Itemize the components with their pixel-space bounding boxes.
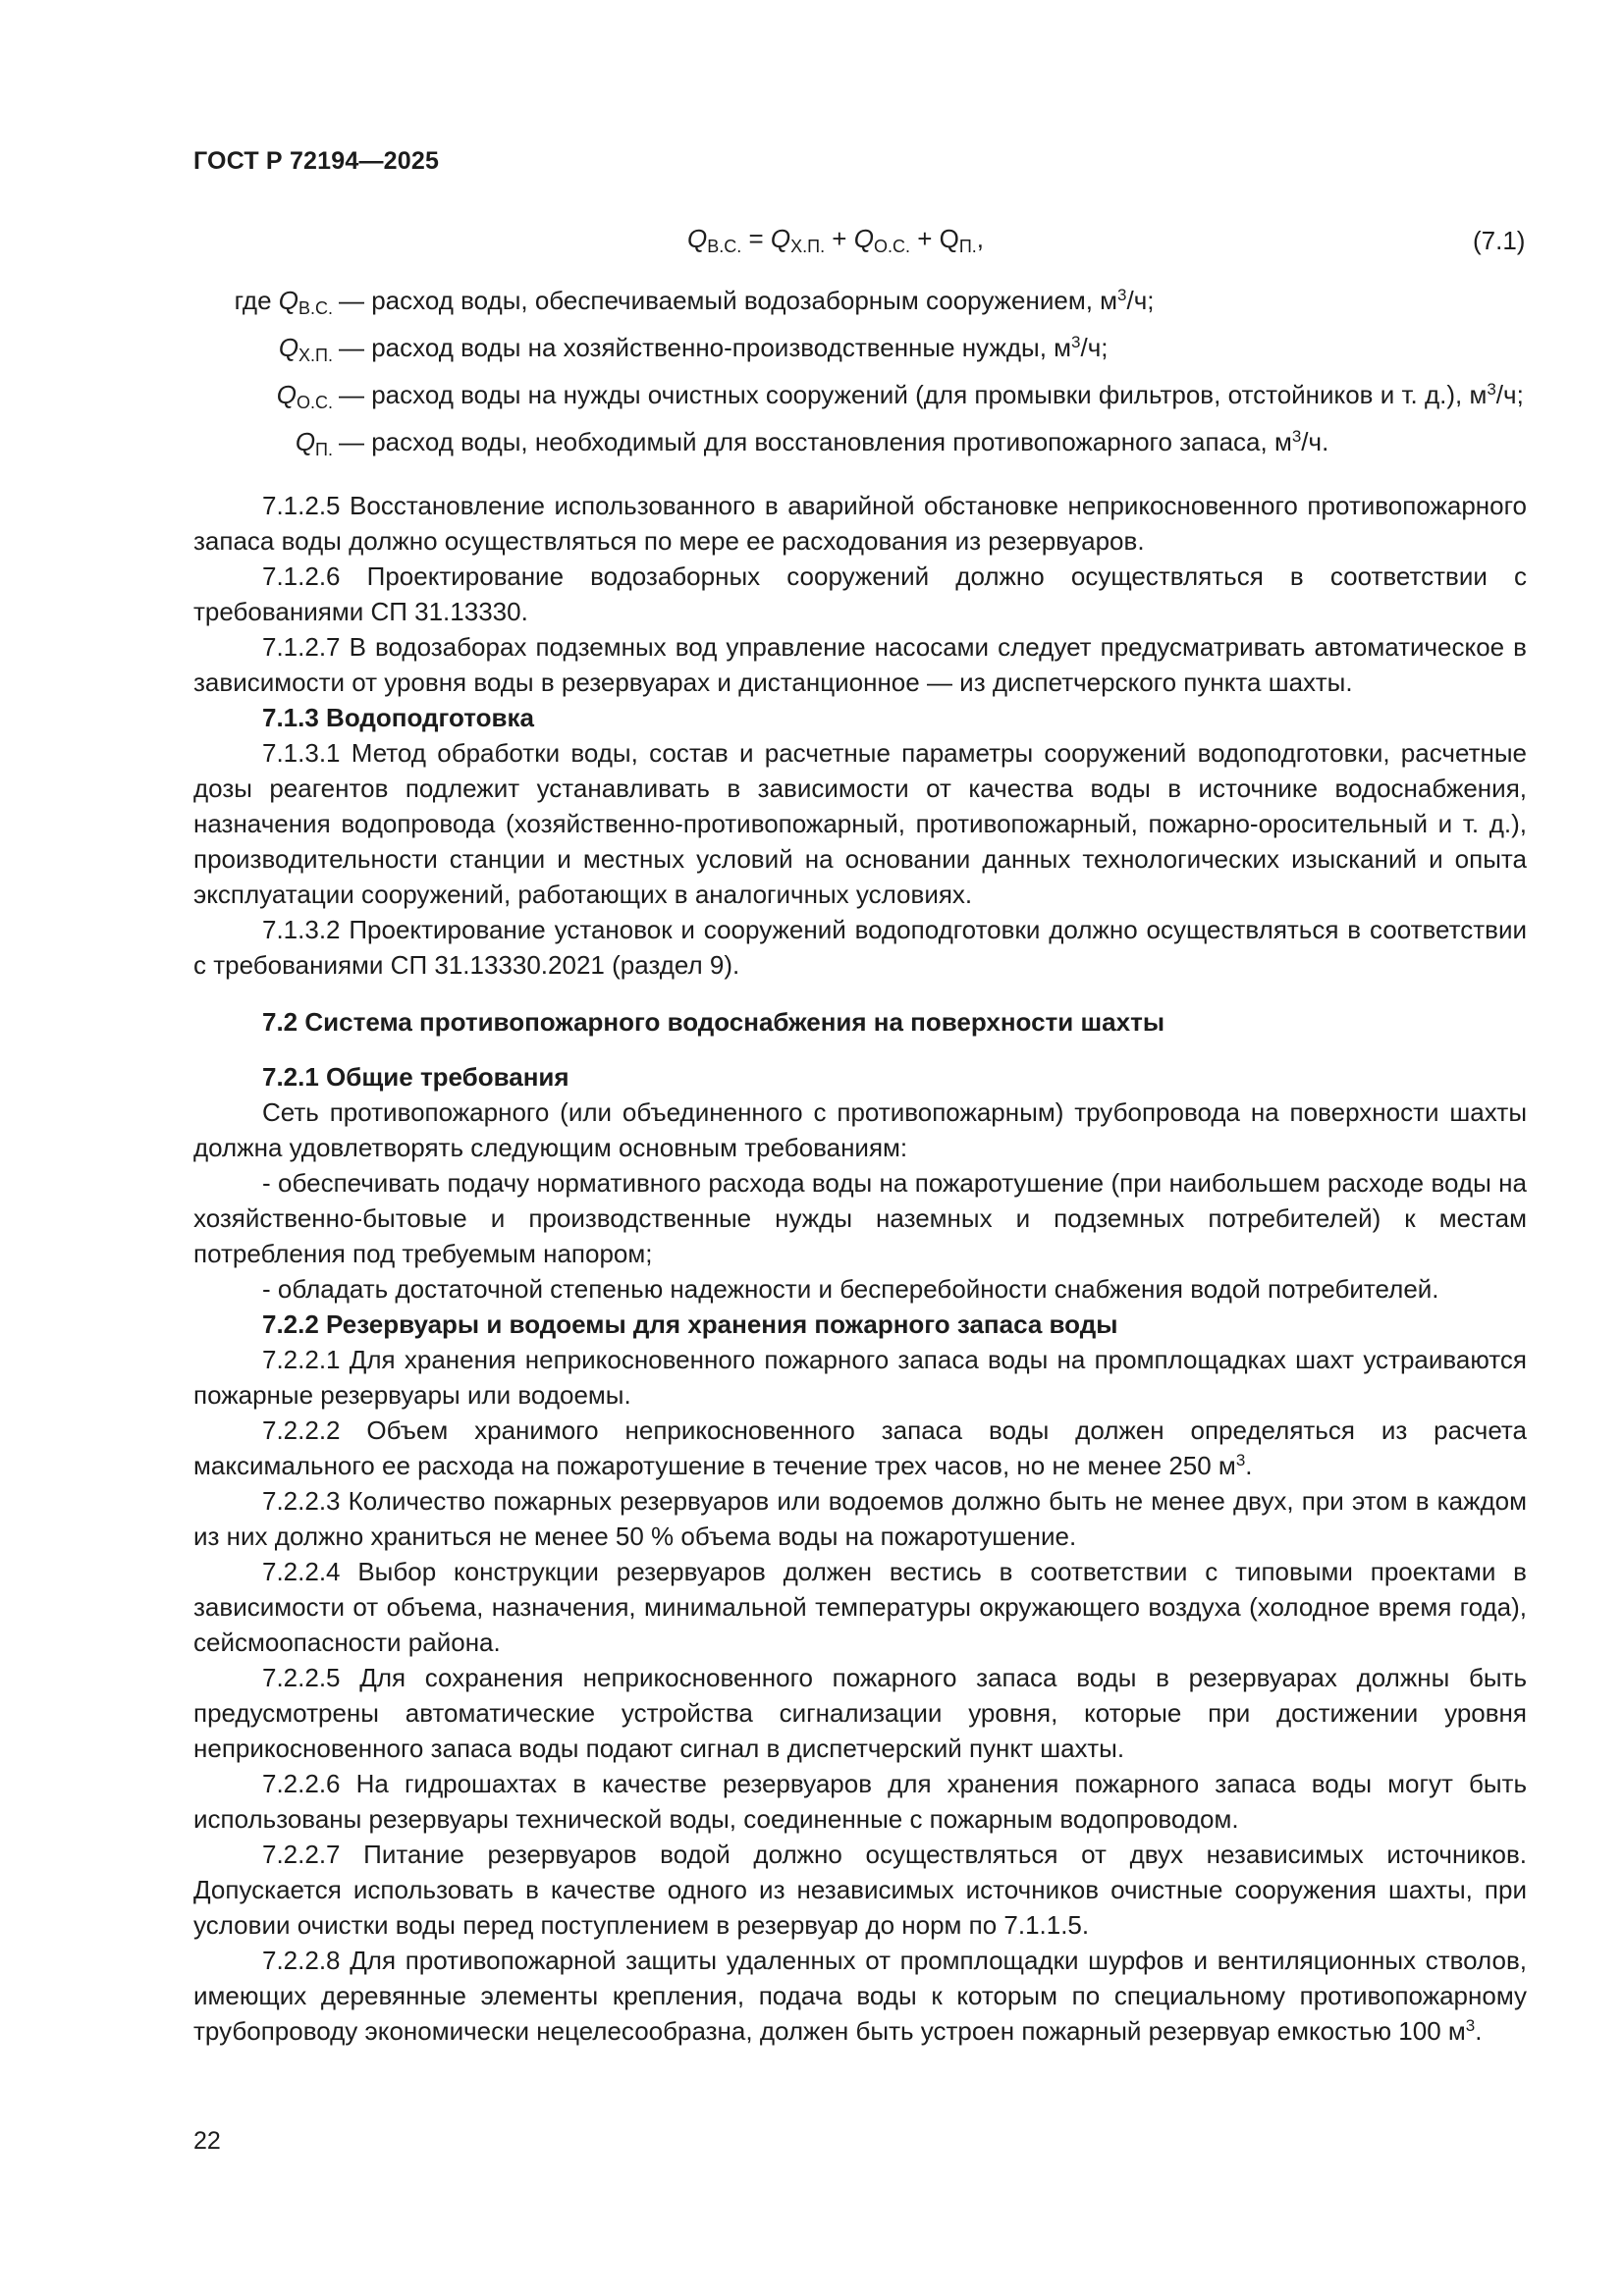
paragraph-7-2-2-4: 7.2.2.4 Выбор конструкции резервуаров должен вестись в соответствии с типовыми проектами в зависимости от объема, назначения, минимальной температуры окружающего воздуха (холодное время года), сейсмоопасности района. [193,1557,1527,1657]
heading-7-2-2: 7.2.2 Резервуары и водоемы для хранения пожарного запаса воды [262,1309,1118,1339]
page-number: 22 [193,2127,221,2155]
heading-7-2: 7.2 Система противопожарного водоснабжения на поверхности шахты [262,1007,1165,1037]
heading-7-2-1: 7.2.1 Общие требования [262,1062,569,1092]
equation-number: (7.1) [1473,226,1526,255]
heading-7-1-3: 7.1.3 Водоподготовка [262,703,534,732]
paragraph-7-2-2-3: 7.2.2.3 Количество пожарных резервуаров или водоемов должно быть не менее двух, при этом в каждом из них должно храниться не менее 50 % объема воды на пожаротушение. [193,1486,1527,1551]
list-item: - обеспечивать подачу нормативного расхода воды на пожаротушение (при наибольшем расходе воды на хозяйственно-бытовые и производственные нужды наземных и подземных потребителей) к местам потребления под требуемым напором; [193,1168,1527,1268]
formula-7-1: $Q_{В.С.} = Q_{Х.П.} + Q_{О.С.} + Q_{П.}$, [687,224,985,256]
paragraph-7-2-2-5: 7.2.2.5 Для сохранения неприкосновенного пожарного запаса воды в резервуарах должны быть предусмотрены автоматические устройства сигнализации уровня, которые при достижении уровня неприкосновенного запаса воды подают сигнал в диспетчерский пункт шахты. [193,1663,1527,1763]
paragraph-7-1-2-7: 7.1.2.7 В водозаборах подземных вод управление насосами следует предусматривать автоматическое в зависимости от уровня воды в резервуарах и дистанционное — из диспетчерского пункта шахты. [193,632,1527,697]
paragraph-7-1-3-2: 7.1.3.2 Проектирование установок и сооружений водоподготовки должно осуществляться в соответствии с требованиями СП 31.13330.2021 (раздел 9). [193,915,1527,980]
paragraph-7-2-2-8: 7.2.2.8 Для противопожарной защиты удаленных от промплощадки шурфов и вентиляционных стволов, имеющих деревянные элементы крепления, подача воды к которым по специальному противопожарному трубопроводу экономически нецелесообразна, должен быть устроен пожарный резервуар емкостью 100 $м^3$. [193,1946,1527,2046]
paragraph-7-2-2-7: 7.2.2.7 Питание резервуаров водой должно осуществляться от двух независимых источников. Допускается использовать в качестве одного из независимых источников очистные сооружения шахты, при условии очистки воды перед поступлением в резервуар до норм по 7.1.1.5. [193,1840,1527,1940]
paragraph-7-1-2-5: 7.1.2.5 Восстановление использованного в аварийной обстановке неприкосновенного противопожарного запаса воды должно осуществляться по мере ее расходования из резервуаров. [193,491,1527,556]
paragraph-7-2-2-6: 7.2.2.6 На гидрошахтах в качестве резервуаров для хранения пожарного запаса воды могут быть использованы резервуары технической воды, соединенные с пожарным водопроводом. [193,1769,1527,1834]
legend-row: $Q_{О.С.}$ — расход воды на нужды очистных сооружений (для промывки фильтров, отстойников и т. д.), $м^3/ч$; [276,380,1524,412]
document-body [193,488,1527,2049]
paragraph-7-1-2-6: 7.1.2.6 Проектирование водозаборных сооружений должно осуществляться в соответствии с требованиями СП 31.13330. [193,561,1527,626]
paragraph-7-2-2-2: 7.2.2.2 Объем хранимого неприкосновенного запаса воды должен определяться из расчета максимального ее расхода на пожаротушение в течение трех часов, но не менее 250 $м^3$. [193,1415,1527,1480]
document-header: ГОСТ Р 72194—2025 [193,147,440,175]
paragraph-7-2-1: Сеть противопожарного (или объединенного с противопожарным) трубопровода на поверхности шахты должна удовлетворять следующим основным требованиям: [193,1097,1527,1162]
legend-row: где $Q_{В.С.}$ — расход воды, обеспечиваемый водозаборным сооружением, $м^3/ч$; [234,286,1155,318]
formula-legend [193,283,1534,471]
paragraph-7-1-3-1: 7.1.3.1 Метод обработки воды, состав и расчетные параметры сооружений водоподготовки, расчетные дозы реагентов подлежит устанавливать в зависимости от качества воды в источнике водоснабжения, назначения водопровода (хозяйственно-противопожарный, противопожарный, пожарно-оросительный и т. д.), производительности станции и местных условий на основании данных технологических изысканий и опыта эксплуатации сооружений, работающих в аналогичных условиях. [193,738,1527,909]
paragraph-7-2-2-1: 7.2.2.1 Для хранения неприкосновенного пожарного запаса воды на промплощадках шахт устраиваются пожарные резервуары или водоемы. [193,1345,1527,1410]
legend-row: $Q_{Х.П.}$ — расход воды на хозяйственно-производственные нужды, $м^3/ч$; [278,333,1109,365]
legend-row: $Q_{П.}$ — расход воды, необходимый для восстановления противопожарного запаса, $м^3/ч$. [295,427,1329,459]
list-item: - обладать достаточной степенью надежности и бесперебойности снабжения водой потребителей. [262,1274,1439,1304]
